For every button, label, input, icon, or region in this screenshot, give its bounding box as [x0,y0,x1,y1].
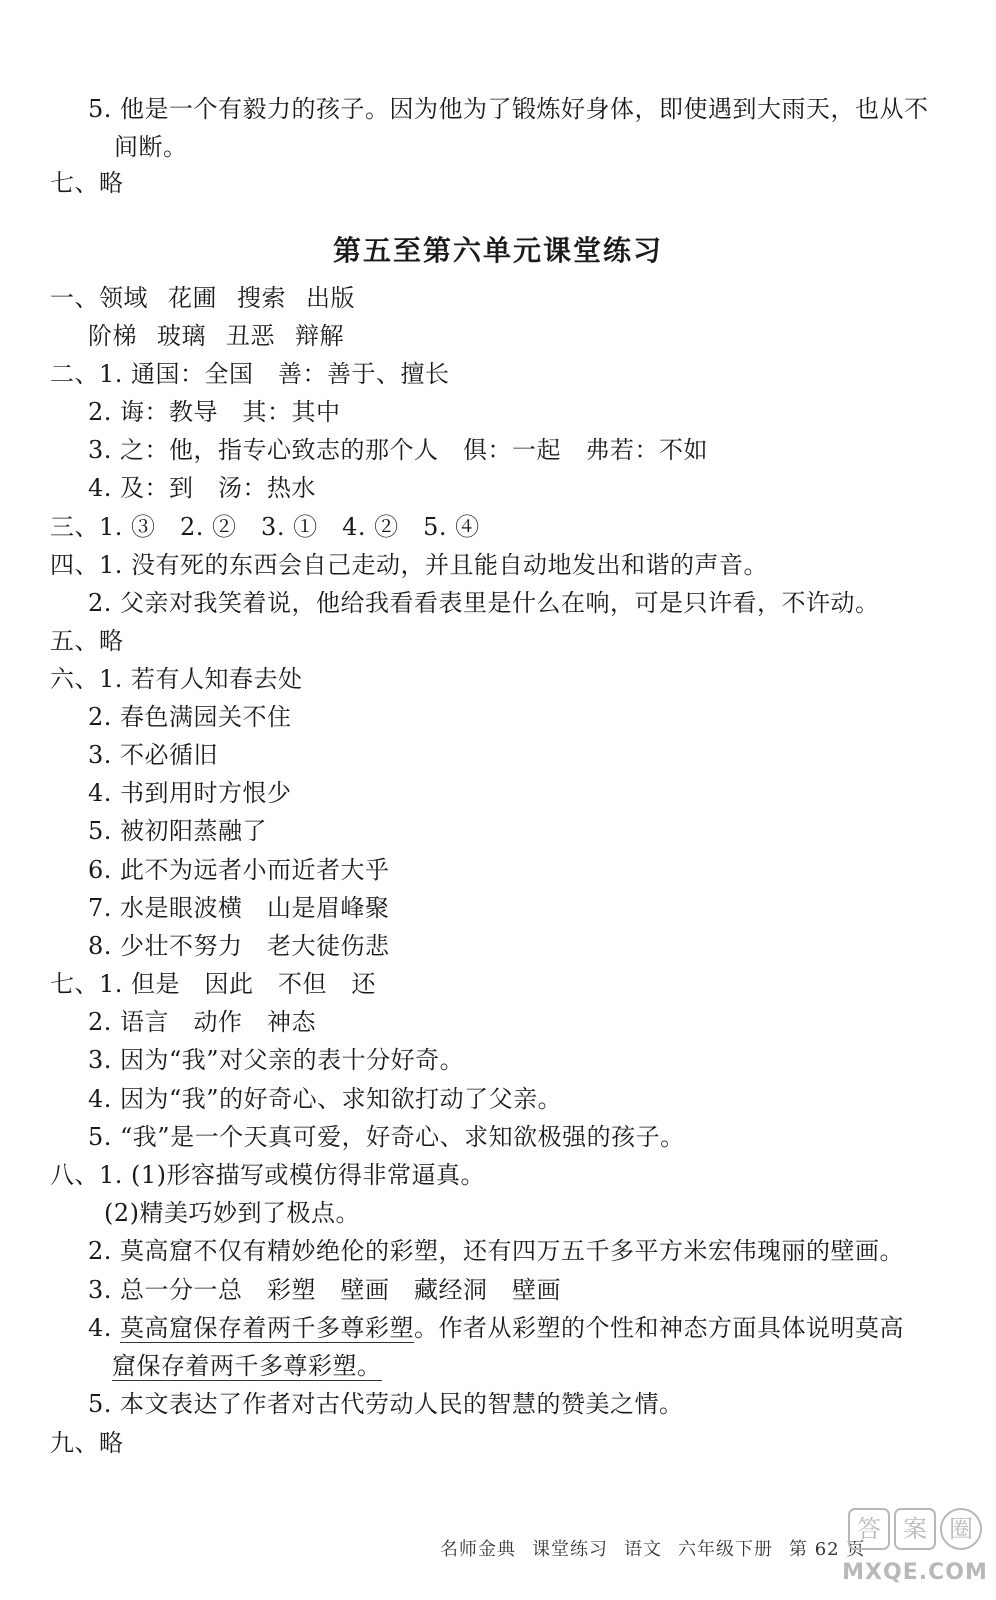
answer-line: 5. “我”是一个天真可爱，好奇心、求知欲极强的孩子。 [88,1123,685,1151]
word: 阶梯 [88,322,137,350]
answer-line: 5. 他是一个有毅力的孩子。因为他为了锻炼好身体，即使遇到大雨天，也从不 [88,95,929,123]
answer-line: 3. 总一分一总 彩塑 壁画 藏经洞 壁画 [88,1276,562,1304]
section-label: 六、 [50,665,99,693]
answer-line: 6. 此不为远者小而近者大乎 [88,856,390,884]
word: 领域 [99,284,148,312]
answer-line [50,1160,485,1190]
section-label: 二、 [50,360,99,388]
answer-line: 2. 父亲对我笑着说，他给我看看表里是什么在响，可是只许看，不许动。 [88,589,880,617]
page-footer [440,1535,881,1561]
answer-text: 1. 若有人知春去处 [99,665,303,693]
answer-line: 4. 及：到 汤：热水 [88,474,317,502]
answer-line: 2. 莫高窟不仅有精妙绝伦的彩塑，还有四万五千多平方米宏伟瑰丽的壁画。 [88,1237,905,1265]
answer-line [88,1313,904,1343]
answer-text: 1. 通国：全国 善：善于、擅长 [99,360,450,388]
word: 花圃 [168,284,217,312]
footer-subject: 语文 [624,1539,662,1560]
watermark-char: 答 [848,1508,890,1550]
answer-line: 3. 之：他，指专心致志的那个人 俱：一起 弗若：不如 [88,436,709,464]
answer-line: 8. 少壮不努力 老大徒伤悲 [88,932,390,960]
section-one-row-1 [50,283,355,313]
section-label: 一、 [50,284,99,312]
watermark-char: 圈 [940,1508,982,1550]
footer-type: 课堂练习 [532,1539,608,1560]
underlined-answer: 窟保存着两千多尊彩塑。 [112,1352,382,1380]
answer-line [50,664,303,694]
answer-number: 4. [88,1314,121,1342]
word: 玻璃 [157,322,206,350]
answer-line: 2. 诲：教导 其：其中 [88,398,341,426]
answer-line [50,550,768,580]
section-label: 七、 [50,970,99,998]
word: 出版 [306,284,355,312]
answer-line: 2. 语言 动作 神态 [88,1008,317,1036]
answer-line [50,359,450,389]
footer-book: 名师金典 [440,1539,516,1560]
word: 辩解 [295,322,344,350]
answer-line: 5. 被初阳蒸融了 [88,817,268,845]
underlined-answer: 莫高窟保存着两千多尊彩塑 [120,1314,415,1342]
section-label: 三、 [50,513,99,541]
answer-line: 3. 不必循旧 [88,741,219,769]
section-heading: 五、略 [50,627,124,655]
section-heading: 九、略 [50,1429,124,1457]
section-one-row-2 [88,321,344,351]
answer-text: 1. 没有死的东西会自己走动，并且能自动地发出和谐的声音。 [99,551,769,579]
footer-grade: 六年级下册 [678,1539,773,1560]
word: 丑恶 [226,322,275,350]
answer-line: (2)精美巧妙到了极点。 [104,1199,360,1227]
answer-line: 2. 春色满园关不住 [88,703,292,731]
answer-line [50,969,376,999]
section-label: 八、 [50,1161,99,1189]
answer-text: 1. (1)形容描写或模仿得非常逼真。 [99,1161,486,1189]
word: 搜索 [237,284,286,312]
answer-text: 。作者从彩塑的个性和神态方面具体说明莫高 [414,1314,905,1342]
answer-line: 4. 书到用时方恨少 [88,779,292,807]
answer-text: 1. ③ 2. ② 3. ① 4. ② 5. ④ [99,513,480,541]
watermark-url: MXQE.COM [842,1560,988,1585]
footer-page-number: 第 62 页 [789,1539,866,1560]
answer-line: 间断。 [114,133,188,161]
watermark-char: 案 [894,1508,936,1550]
answer-line: 5. 本文表达了作者对古代劳动人民的智慧的赞美之情。 [88,1390,684,1418]
answer-line [112,1351,382,1381]
answer-line: 7. 水是眼波横 山是眉峰聚 [88,894,390,922]
section-heading: 七、略 [50,169,124,197]
answer-line: 3. 因为“我”对父亲的表十分好奇。 [88,1046,465,1074]
section-label: 四、 [50,551,99,579]
answer-text: 1. 但是 因此 不但 还 [99,970,377,998]
answer-line: 4. 因为“我”的好奇心、求知欲打动了父亲。 [88,1085,563,1113]
page-title: 第五至第六单元课堂练习 [332,234,663,267]
answer-line [50,512,480,542]
